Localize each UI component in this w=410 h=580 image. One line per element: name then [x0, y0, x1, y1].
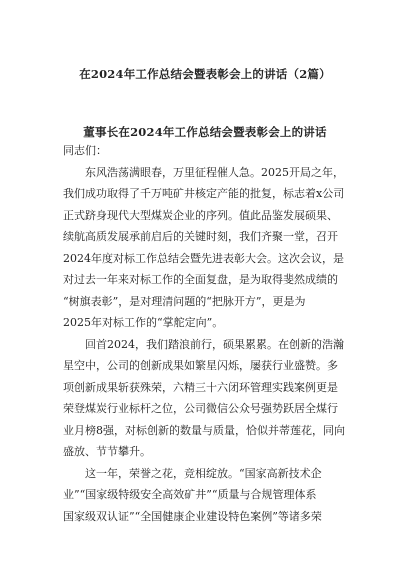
body-line: 回首2024，我们踏浪前行，硕果累累。在创新的浩瀚 [85, 337, 344, 351]
body-line: 这一年，荣誉之花，竞相绽放。“国家高新技术企 [85, 466, 322, 480]
speech-subtitle: 董事长在2024年工作总结会暨表彰会上的讲话 [83, 125, 327, 139]
body-line: 国家级双认证”“全国健康企业建设特色案例”等诸多荣 [63, 509, 322, 523]
body-line: 盛放、节节攀升。 [63, 445, 151, 458]
body-line: 2025年对标工作的“掌舵定向”。 [63, 316, 224, 329]
body-line: 2024年度对标工作总结会暨先进表彰大会。这次会议，是 [63, 251, 344, 265]
speech-body [63, 140, 348, 527]
body-line: “树旗表彰”，是对理清问题的“把脉开方”，更是为 [63, 294, 306, 308]
body-line: 对过去一年来对标工作的全面复盘，是为取得斐然成绩的 [63, 273, 338, 286]
document-title: 在2024年工作总结会暨表彰会上的讲话（2篇） [79, 67, 331, 81]
body-line: 我们成功取得了千万吨矿井核定产能的批复，标志着x公司 [63, 187, 345, 200]
body-line: 项创新成果斩获殊荣，六精三十六闭环管理实践案例更是 [63, 380, 338, 394]
body-line: 业”“国家级特级安全高效矿井”“质量与合规管理体系 [63, 488, 317, 501]
body-line: 业月榜8强，对标创新的数量与质量，恰似并蒂莲花，同向 [63, 423, 345, 437]
body-line: 正式跻身现代大型煤炭企业的序列。值此品鉴发展硕果、 [63, 208, 338, 222]
body-line: 星空中，公司的创新成果如繁星闪烁，屡获行业盛赞。多 [63, 359, 338, 372]
salutation: 同志们： [63, 144, 107, 157]
body-line: 续航高质发展承前启后的关键时刻，我们齐聚一堂，召开 [63, 230, 338, 243]
body-line: 东风浩荡满眼春，万里征程催人急。2025开局之年， [85, 165, 344, 179]
body-line: 荣登煤炭行业标杆之位，公司微信公众号强势跃居全煤行 [63, 402, 338, 415]
